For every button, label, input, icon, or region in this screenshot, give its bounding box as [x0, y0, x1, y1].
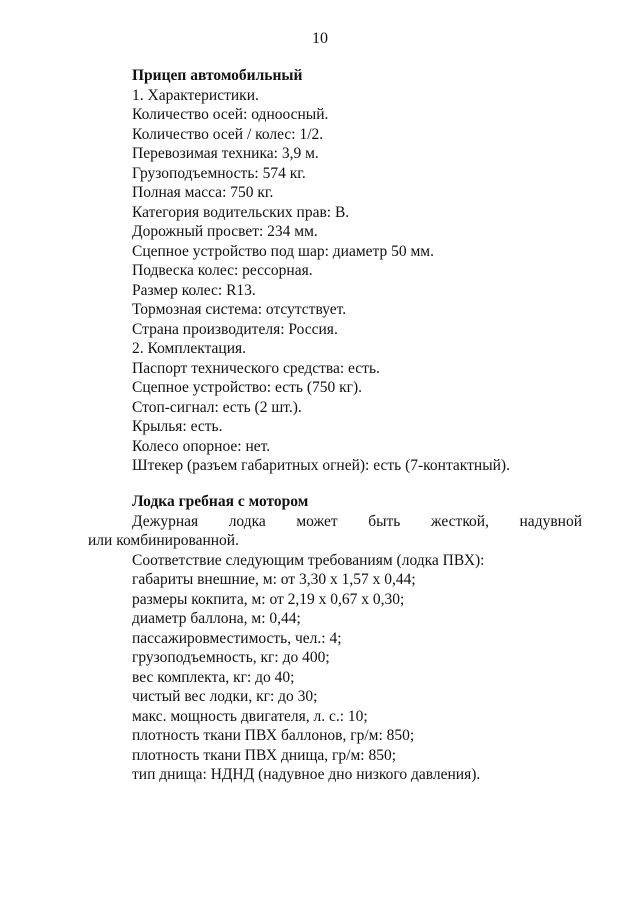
trailer-line: 2. Комплектация.	[132, 340, 247, 357]
trailer-lines	[132, 86, 592, 476]
trailer-line: Подвеска колес: рессорная.	[132, 262, 313, 279]
boat-line: вес комплекта, кг: до 40;	[132, 668, 295, 686]
boat-intro-continuation: или комбинированной.	[88, 532, 239, 549]
boat-title: Лодка гребная с мотором	[132, 493, 309, 510]
boat-line: габариты внешние, м: от 3,30 х 1,57 х 0,44;	[132, 571, 416, 588]
trailer-title: Прицеп автомобильный	[132, 67, 303, 84]
boat-intro-word: лодка	[228, 512, 266, 530]
boat-section	[88, 492, 592, 785]
trailer-line: Перевозимая техника: 3,9 м.	[132, 145, 319, 162]
trailer-line: Стоп-сигнал: есть (2 шт.).	[132, 398, 302, 416]
page-number: 10	[312, 30, 328, 47]
boat-line: тип днища: НДНД (надувное дно низкого давления).	[132, 766, 481, 783]
boat-line: грузоподъемность, кг: до 400;	[132, 649, 330, 666]
trailer-line: Паспорт технического средства: есть.	[132, 359, 380, 377]
boat-intro-word: может	[296, 512, 338, 530]
trailer-line: Количество осей: одноосный.	[132, 106, 329, 123]
trailer-line: Грузоподъемность: 574 кг.	[132, 164, 306, 182]
boat-intro-word: надувной	[519, 512, 582, 530]
trailer-section	[132, 66, 592, 476]
boat-line: диаметр баллона, м: 0,44;	[132, 610, 301, 627]
boat-line: пассажировместимость, чел.: 4;	[132, 629, 342, 647]
trailer-line: Колесо опорное: нет.	[132, 437, 271, 455]
boat-intro-line	[132, 512, 582, 532]
trailer-line: Штекер (разъем габаритных огней): есть (7-контактный).	[132, 457, 510, 474]
boat-line: макс. мощность двигателя, л. с.: 10;	[132, 707, 368, 725]
trailer-line: Тормозная система: отсутствует.	[132, 301, 347, 318]
trailer-line: Полная масса: 750 кг.	[132, 184, 274, 201]
boat-intro-word: жесткой,	[430, 512, 489, 530]
boat-line: плотность ткани ПВХ днища, гр/м: 850;	[132, 746, 397, 764]
boat-line: чистый вес лодки, кг: до 30;	[132, 688, 318, 705]
trailer-line: Дорожный просвет: 234 мм.	[132, 223, 318, 240]
trailer-line: 1. Характеристики.	[132, 86, 259, 104]
trailer-line: Страна производителя: Россия.	[132, 320, 338, 338]
boat-intro-word: быть	[368, 512, 401, 530]
trailer-line: Сцепное устройство под шар: диаметр 50 мм.	[132, 242, 434, 260]
trailer-line: Количество осей / колес: 1/2.	[132, 125, 324, 143]
boat-line: плотность ткани ПВХ баллонов, гр/м: 850;	[132, 727, 415, 744]
boat-line: Соответствие следующим требованиям (лодка ПВХ):	[132, 551, 485, 569]
boat-lines	[132, 551, 592, 785]
trailer-line: Крылья: есть.	[132, 418, 223, 435]
boat-intro-word: Дежурная	[132, 512, 199, 530]
trailer-line: Категория водительских прав: В.	[132, 203, 350, 221]
trailer-line: Размер колес: R13.	[132, 281, 256, 299]
trailer-line: Сцепное устройство: есть (750 кг).	[132, 379, 363, 396]
boat-line: размеры кокпита, м: от 2,19 х 0,67 х 0,30;	[132, 590, 405, 608]
